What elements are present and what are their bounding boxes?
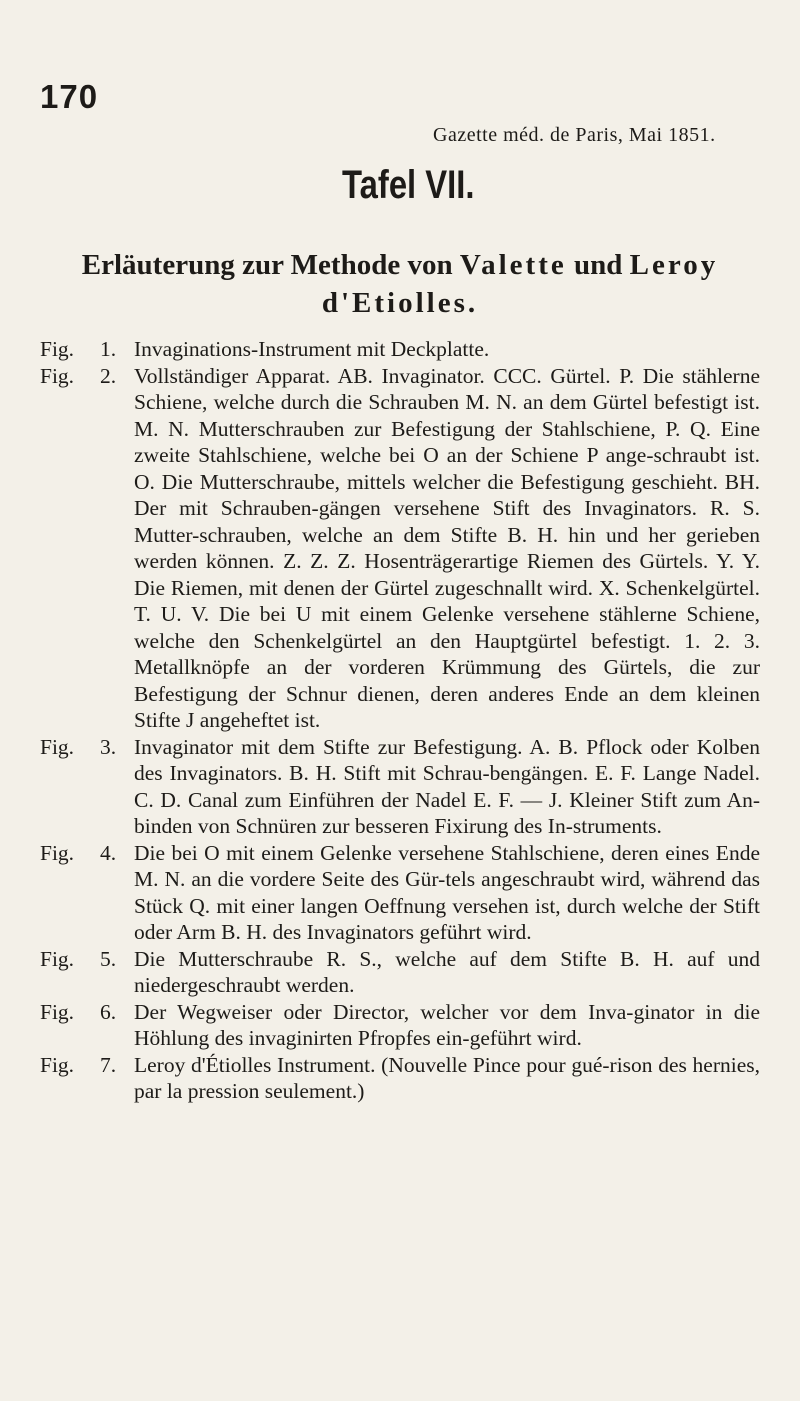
source-citation: Gazette méd. de Paris, Mai 1851. <box>433 124 716 146</box>
fig-number: 2. <box>100 363 117 388</box>
fig-number: 4. <box>100 840 117 865</box>
fig-label: Fig. <box>40 734 75 759</box>
heading-line2: d'Etiolles. <box>321 287 479 319</box>
figure-legend <box>40 336 760 1105</box>
fig-label: Fig. <box>40 999 75 1024</box>
fig-description: Leroy d'Étiolles Instrument. (Nouvelle Pince pour gué-rison des hernies, par la pression seulement.) <box>134 1052 760 1103</box>
heading-and: und <box>574 249 623 281</box>
legend-entry-fig4 <box>40 840 760 946</box>
legend-entry-fig5 <box>40 946 760 999</box>
fig-label: Fig. <box>40 363 75 388</box>
legend-entry-fig1 <box>40 336 760 363</box>
fig-number: 5. <box>100 946 117 971</box>
heading-name-valette: Valette <box>459 249 567 281</box>
section-heading <box>40 246 760 322</box>
legend-entry-fig3 <box>40 734 760 840</box>
legend-entry-fig6 <box>40 999 760 1052</box>
fig-description: Invaginations-Instrument mit Deckplatte. <box>134 337 490 361</box>
fig-description: Der Wegweiser oder Director, welcher vor dem Inva-ginator in die Höhlung des invaginirten Pfropfes ein-geführt wird. <box>134 999 760 1050</box>
fig-description: Die bei O mit einem Gelenke versehene Stahlschiene, deren eines Ende M. N. an die vordere Seite des Gür-tels angeschraubt wird, während das Stück Q. mit einer langen Oeffnung versehen ist, durch welche der Stift oder Arm B. H. des Invaginators geführt wird. <box>134 840 760 944</box>
fig-number: 7. <box>100 1052 117 1077</box>
fig-label: Fig. <box>40 1052 75 1077</box>
page-number: 170 <box>40 78 99 115</box>
fig-description: Vollständiger Apparat. AB. Invaginator. CCC. Gürtel. P. Die stählerne Schiene, welche durch die Schrauben M. N. an dem Gürtel befestigt ist. M. N. Mutterschrauben zur Befestigung der Stahlschiene, P. Q. Eine zweite Stahlschiene, welche bei O an der Schiene P ange-schraubt ist. O. Die Mutterschraube, mittels welcher die Befestigung geschieht. BH. Der mit Schrauben-gängen versehene Stift des Invaginators. R. S. Mutter-schrauben, welche an dem Stifte B. H. hin und her gerieben werden können. Z. Z. Z. Hosenträgerartige Riemen des Gürtels. Y. Y. Die Riemen, mit denen der Gürtel zugeschnallt wird. X. Schenkelgürtel. T. U. V. Die bei U mit einem Gelenke versehene stählerne Schiene, welche den Schenkelgürtel an den Hauptgürtel befestigt. 1. 2. 3. Metallknöpfe an der vorderen Krümmung des Gürtels, die zur Befestigung der Schnur dienen, deren anderes Ende an dem kleinen Stifte J angeheftet ist. <box>134 363 760 732</box>
fig-label: Fig. <box>40 337 75 361</box>
fig-description: Invaginator mit dem Stifte zur Befestigung. A. B. Pflock oder Kolben des Invaginators. B. H. Stift mit Schrau-bengängen. E. F. Lange Nadel. C. D. Canal zum Einführen der Nadel E. F. — J. Kleiner Stift zum An-binden von Schnüren zur besseren Fixirung des In-struments. <box>134 734 760 838</box>
heading-prefix: Erläuterung zur Methode von <box>81 249 453 281</box>
fig-label: Fig. <box>40 946 75 971</box>
fig-label: Fig. <box>40 840 75 865</box>
legend-entry-fig7 <box>40 1052 760 1105</box>
fig-number: 6. <box>100 999 117 1024</box>
fig-number: 3. <box>100 734 117 759</box>
plate-title: Tafel VII. <box>342 163 475 207</box>
fig-description: Die Mutterschraube R. S., welche auf dem Stifte B. H. auf und niedergeschraubt werden. <box>134 946 760 997</box>
heading-name-leroy: Leroy <box>629 249 719 281</box>
fig-number: 1. <box>100 337 117 361</box>
legend-entry-fig2 <box>40 363 760 734</box>
